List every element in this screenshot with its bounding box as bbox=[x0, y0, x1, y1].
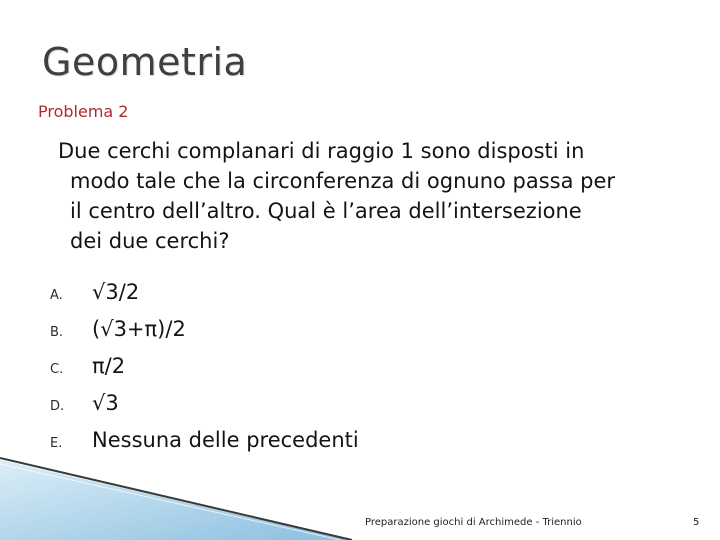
option-c bbox=[50, 354, 650, 391]
page-number: 5 bbox=[693, 517, 700, 528]
footer-text: Preparazione giochi di Archimede - Triennio bbox=[365, 517, 582, 528]
option-letter: E. bbox=[50, 436, 63, 451]
option-text: √3 bbox=[92, 391, 119, 415]
problem-label: Problema 2 bbox=[38, 102, 129, 121]
option-b bbox=[50, 317, 650, 354]
option-text: √3/2 bbox=[92, 280, 140, 304]
option-e bbox=[50, 428, 650, 465]
question-line: il centro dell’altro. Qual è l’area dell’intersezione bbox=[70, 199, 582, 223]
option-text: π/2 bbox=[92, 354, 126, 378]
option-letter: B. bbox=[50, 325, 64, 340]
answer-options bbox=[50, 280, 650, 465]
option-text: Nessuna delle precedenti bbox=[92, 428, 359, 452]
slide-title: Geometria bbox=[42, 40, 248, 84]
question-line: Due cerchi complanari di raggio 1 sono disposti in bbox=[58, 139, 585, 163]
option-a bbox=[50, 280, 650, 317]
option-d bbox=[50, 391, 650, 428]
option-text: (√3+π)/2 bbox=[92, 317, 186, 341]
option-letter: D. bbox=[50, 399, 65, 414]
question-text bbox=[58, 136, 668, 256]
option-letter: A. bbox=[50, 288, 63, 303]
option-letter: C. bbox=[50, 362, 64, 377]
question-line: modo tale che la circonferenza di ognuno passa per bbox=[70, 169, 616, 193]
question-line: dei due cerchi? bbox=[70, 229, 230, 253]
